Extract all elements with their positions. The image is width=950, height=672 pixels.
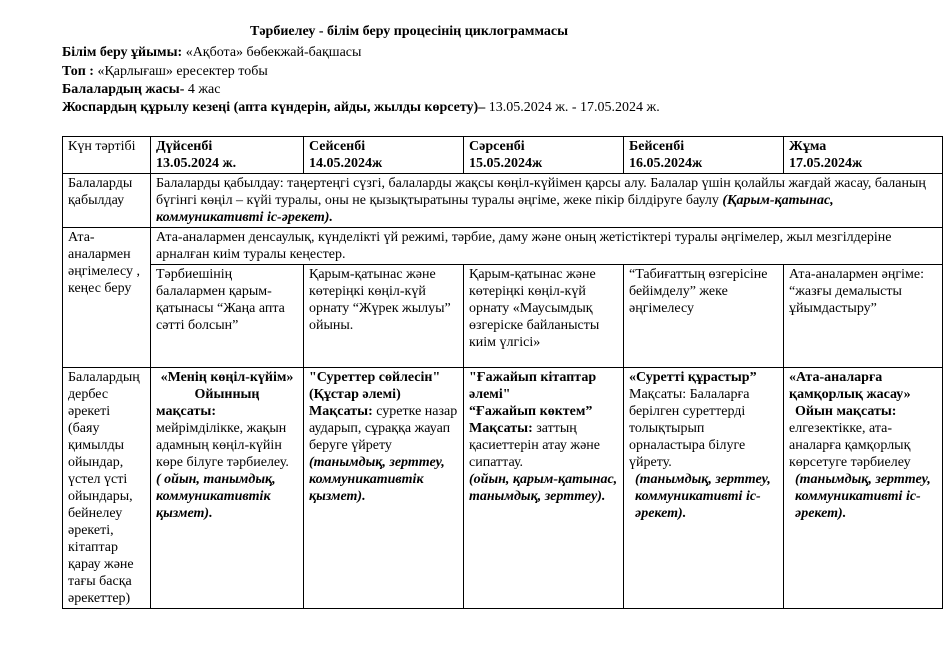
activity-friday: «Ата-аналарға қамқорлық жасау» Ойын мақсаты: елгезектікке, ата-аналарға қамқорлық көрсетуге тәрбиелеу (танымдық, зерттеу, коммуникативті іс-әрекет). — [784, 368, 943, 609]
header-day-monday: Дүйсенбі 13.05.2024 ж. — [151, 137, 304, 174]
table-row-parents-general — [63, 228, 943, 265]
header-day-friday: Жұма 17.05.2024ж — [784, 137, 943, 174]
row-label-parents: Ата-аналармен әңгімелесу , кеңес беру — [63, 228, 151, 368]
meta-organization: Білім беру ұйымы: «Ақбота» бөбекжай-бақшасы — [62, 45, 362, 60]
row-label-reception: Балаларды қабылдау — [63, 174, 151, 228]
document-title: Тәрбиелеу - білім беру процесінің циклограммасы — [250, 24, 569, 39]
activity-thursday: «Суретті құрастыр” Мақсаты: Балаларға берілген суреттерді толықтырып орналастыра білуге үйрету. (танымдық, зерттеу, коммуникативті іс-әрекет). — [624, 368, 784, 609]
header-schedule: Күн тәртібі — [63, 137, 151, 174]
parents-friday: Ата-аналармен әңгіме: “жазғы демалысты ұйымдастыру” — [784, 265, 943, 368]
table-row-parents-days — [63, 265, 943, 368]
header-day-wednesday: Сәрсенбі 15.05.2024ж — [464, 137, 624, 174]
activity-monday: «Менің көңіл-күйім» Ойынның мақсаты: мейрімділікке, жақын адамның көңіл-күйін көре білуге тәрбиелеу. ( ойын, танымдық, коммуникативтік қызмет). — [151, 368, 304, 609]
parents-general-text: Ата-аналармен денсаулық, күнделікті үй режимі, тәрбие, даму және оның жетістіктері туралы әңгімелер, жыл мезгілдеріне арналған киім туралы кеңестер. — [151, 228, 943, 265]
parents-tuesday: Қарым-қатынас және көтеріңкі көңіл-күй орнату “Жүрек жылуы” ойыны. — [304, 265, 464, 368]
meta-group: Топ : «Қарлығаш» ересектер тобы — [62, 64, 268, 79]
parents-wednesday: Қарым-қатынас және көтеріңкі көңіл-күй орнату «Маусымдық өзгеріске байланысты киім үлгісі» — [464, 265, 624, 368]
table-row-reception — [63, 174, 943, 228]
activity-tuesday: "Суреттер сөйлесін" (Құстар әлемі) Мақсаты: суретке назар аударып, сұраққа жауап беруге үйрету (танымдық, зерттеу, коммуникативтік қызмет). — [304, 368, 464, 609]
table-row-free-activity — [63, 368, 943, 609]
header-day-thursday: Бейсенбі 16.05.2024ж — [624, 137, 784, 174]
table-header-row — [63, 137, 943, 174]
reception-text: Балаларды қабылдау: таңертеңгі сүзгі, балаларды жақсы көңіл-күйімен қарсы алу. Балалар үшін қолайлы жағдай жасау, баланың бүгінгі көңіл – күйі туралы, оны не қызықтыратыны туралы әңгіме, жеке пікір білдіруге баулу (Қарым-қатынас, коммуникативті іс-әрекет). — [151, 174, 943, 228]
meta-age: Балалардың жасы- 4 жас — [62, 82, 221, 97]
row-label-free-activity: Балалардың дербес әрекеті (баяу қимылды ойындар, үстел үсті ойындары, бейнелеу әрекеті, кітаптар қарау және тағы басқа әрекеттер) — [63, 368, 151, 609]
parents-thursday: “Табиғаттың өзгерісіне бейімделу” жеке әңгімелесу — [624, 265, 784, 368]
parents-monday: Тәрбиешінің балалармен қарым-қатынасы “Жаңа апта сәтті болсын” — [151, 265, 304, 368]
reception-activity: (Қарым-қатынас, коммуникативті іс-әрекет). — [156, 193, 834, 225]
cyclogram-table — [62, 136, 943, 609]
meta-period: Жоспардың құрылу кезеңі (апта күндерін, айды, жылды көрсету)– 13.05.2024 ж. - 17.05.2024 ж. — [62, 100, 660, 115]
activity-wednesday: "Ғажайып кітаптар әлемі" “Ғажайып көктем” Мақсаты: заттың қасиеттерін атау және сипаттау. (ойын, қарым-қатынас, танымдық, зерттеу). — [464, 368, 624, 609]
header-day-tuesday: Сейсенбі 14.05.2024ж — [304, 137, 464, 174]
